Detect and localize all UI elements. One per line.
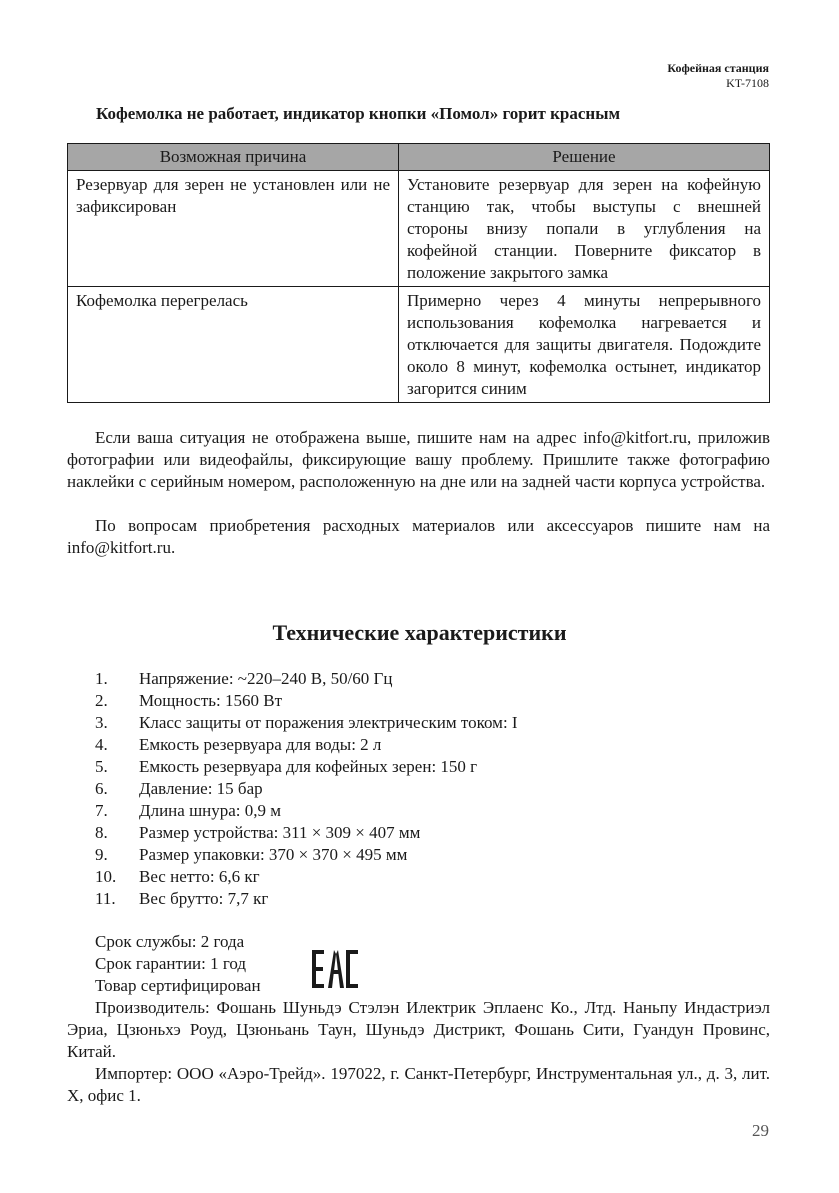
- header-model: KT-7108: [726, 76, 769, 90]
- table-header-row: [68, 144, 770, 171]
- cause-cell: Резервуар для зерен не установлен или не зафиксирован: [68, 171, 399, 287]
- list-item: 7. Длина шнура: 0,9 м: [95, 801, 282, 820]
- certified-text: Товар сертифицирован: [95, 976, 261, 995]
- table-row: [68, 287, 770, 403]
- solution-cell: Установите резервуар для зерен на кофейную станцию так, чтобы выступы с внешней стороны внизу попали в углубления на кофейной станции. Поверните фиксатор в положение закрытого замка: [399, 171, 770, 287]
- header-product-name: Кофейная станция: [667, 61, 769, 75]
- list-item: 10. Вес нетто: 6,6 кг: [95, 867, 260, 886]
- manufacturer-paragraph: Производитель: Фошань Шуньдэ Стэлэн Илектрик Эплаенс Ко., Лтд. Наньпу Индастриэл Эриа, Цзюньхэ Роуд, Цзюньань Таун, Шуньдэ Дистрикт, Фошань Сити, Гуандун Провинс, Китай.: [67, 998, 770, 1061]
- list-item: 9. Размер упаковки: 370 × 370 × 495 мм: [95, 845, 408, 864]
- solution-cell: Примерно через 4 минуты непрерывного использования кофемолка нагревается и отключается для защиты двигателя. Подождите около 8 минут, кофемолка остынет, индикатор загорится синим: [399, 287, 770, 403]
- supplies-paragraph: По вопросам приобретения расходных материалов или аксессуаров пишите нам на info@kitfort.ru.: [67, 516, 770, 557]
- list-item: 6. Давление: 15 бар: [95, 779, 263, 798]
- page-number: 29: [752, 1121, 769, 1140]
- running-header: [667, 61, 769, 91]
- list-item: 5. Емкость резервуара для кофейных зерен: 150 г: [95, 757, 478, 776]
- list-item: 4. Емкость резервуара для воды: 2 л: [95, 735, 382, 754]
- table-row: [68, 171, 770, 287]
- specs-list: [95, 668, 518, 910]
- service-life: Срок службы: 2 года: [95, 932, 245, 951]
- list-item: 11. Вес брутто: 7,7 кг: [95, 889, 269, 908]
- specs-title: Технические характеристики: [272, 620, 567, 645]
- contact-paragraph: Если ваша ситуация не отображена выше, пишите нам на адрес info@kitfort.ru, приложив фотографии или видеофайлы, фиксирующие вашу проблему. Пришлите также фотографию наклейки с серийным номером, расположенную на дне или на задней части корпуса устройства.: [67, 428, 770, 491]
- troubleshooting-heading: Кофемолка не работает, индикатор кнопки «Помол» горит красным: [96, 104, 621, 123]
- list-item: 3. Класс защиты от поражения электрическим током: I: [95, 713, 518, 732]
- list-item: 2. Мощность: 1560 Вт: [95, 691, 283, 710]
- list-item: 8. Размер устройства: 311 × 309 × 407 мм: [95, 823, 421, 842]
- list-item: 1. Напряжение: ~220–240 В, 50/60 Гц: [95, 669, 393, 688]
- eac-mark-icon: [312, 950, 358, 988]
- cause-cell: Кофемолка перегрелась: [68, 287, 399, 403]
- column-header-solution: Решение: [399, 144, 770, 171]
- importer-paragraph: Импортер: ООО «Аэро-Трейд». 197022, г. Санкт-Петербург, Инструментальная ул., д. 3, лит. Х, офис 1.: [67, 1064, 770, 1105]
- troubleshooting-table: [67, 143, 770, 403]
- warranty: Срок гарантии: 1 год: [95, 954, 247, 973]
- column-header-cause: Возможная причина: [68, 144, 399, 171]
